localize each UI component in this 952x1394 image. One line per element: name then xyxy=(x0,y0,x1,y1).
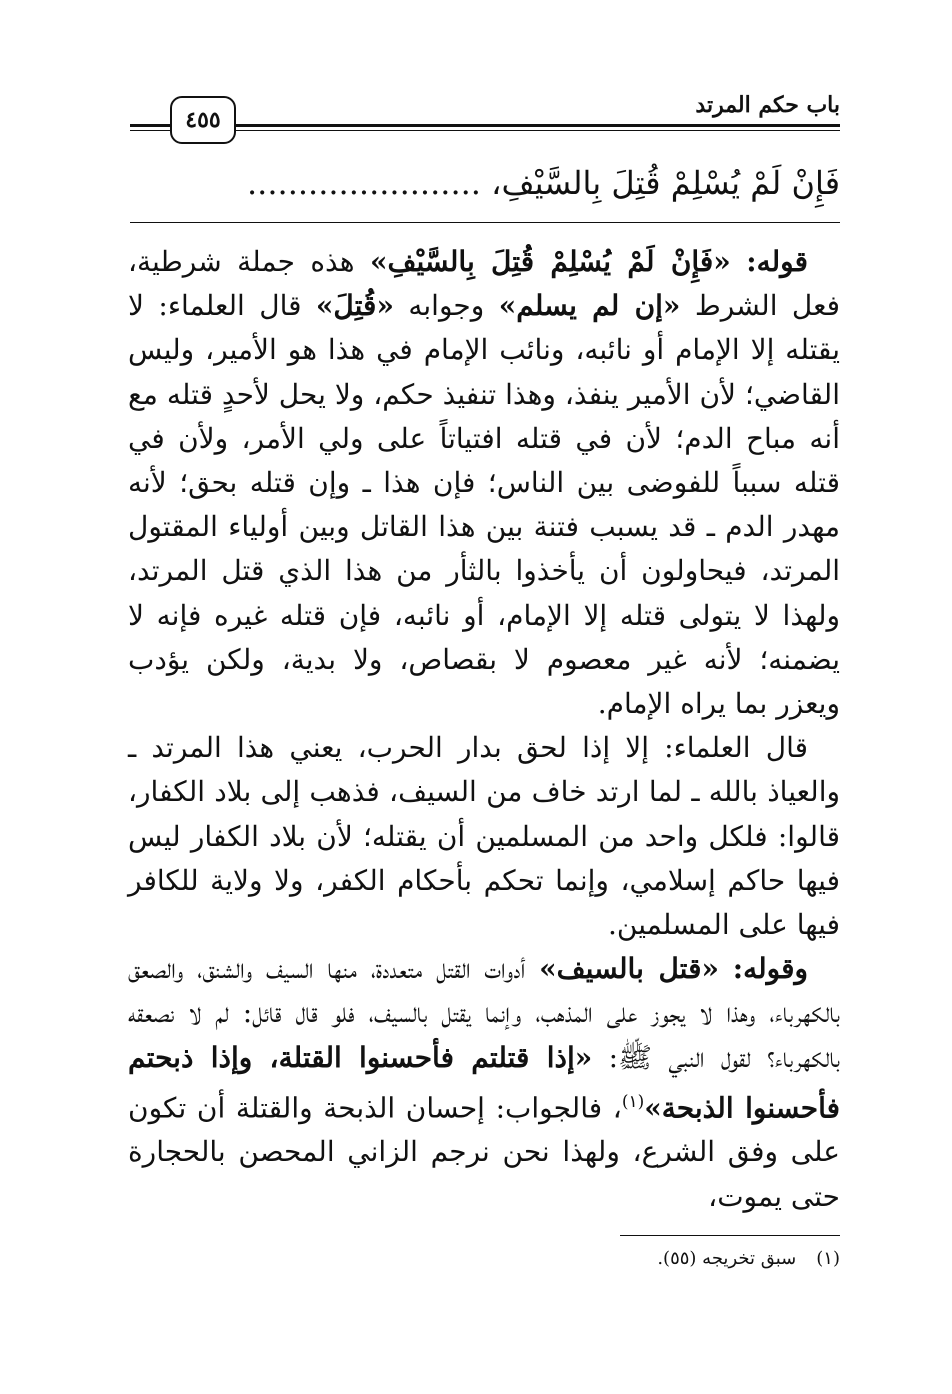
header-rule-thin xyxy=(130,130,840,131)
lead-word: وقوله: xyxy=(732,952,808,986)
text: أدوات القتل متعددة، منها السيف والشنق، والصعق بالكهرباء، وهذا لا يجوز على المذهب، وإنما يقتل بالسيف، فلو قال قائل: لم لا نصعقه بالكهرباء؟ لقول النبي ﷺ: xyxy=(128,952,840,1074)
lead-word: قوله: xyxy=(746,245,808,278)
hadith-quote: «إذا قتلتم فأحسنوا القتلة، وإذا ذبحتم فأحسنوا الذبحة» xyxy=(128,1040,840,1125)
text: وجوابه xyxy=(393,289,499,323)
chapter-title: باب حكم المرتد xyxy=(695,92,840,118)
paragraph-3 xyxy=(128,947,840,1219)
footnote-text: سبق تخريجه (٥٥). xyxy=(657,1248,797,1269)
text: هذه جملة شرطية، فعل الشرط xyxy=(128,245,840,323)
verse-text: فَإِنْ لَمْ يُسْلِمْ قُتِلَ بِالسَّيْفِ، ....................... xyxy=(247,164,840,202)
text: ، فالجواب: إحسان الذبحة والقتلة أن تكون على وفق الشرع، ولهذا نحن نرجم الزاني المحصن بالحجارة حتى يموت، xyxy=(128,1091,840,1213)
quote: «فَإِنْ لَمْ يُسْلِمْ قُتِلَ بِالسَّيْفِ» xyxy=(369,245,731,278)
verse-rule xyxy=(130,222,840,223)
quote: «قُتِلَ» xyxy=(315,289,394,323)
body-text xyxy=(128,240,840,1219)
quote: «إن لم يسلم» xyxy=(498,289,681,323)
paragraph-2: قال العلماء: إلا إذا لحق بدار الحرب، يعني هذا المرتد ـ والعياذ بالله ـ لما ارتد خاف من السيف، فذهب إلى بلاد الكفار، قالوا: فلكل واحد من المسلمين أن يقتله؛ لأن بلاد الكفار ليس فيها حاكم إسلامي، وإنما تحكم بأحكام الكفر، ولا ولاية للكافر فيها على المسلمين. xyxy=(128,731,840,942)
footnote-rule xyxy=(620,1235,840,1236)
footnote xyxy=(130,1245,840,1273)
footnote-number: (١) xyxy=(816,1248,840,1269)
text: قال العلماء: لا يقتله إلا الإمام أو نائبه، ونائب الإمام في هذا هو الأمير، وليس القاضي؛ لأن الأمير ينفذ، وهذا تنفيذ حكم، ولا يحل لأحدٍ قتله مع أنه مباح الدم؛ لأن في قتله افتياتاً على ولي الأمر، ولأن في قتله سبباً للفوضى بين الناس؛ فإن هذا ـ وإن قتله بحق؛ لأنه مهدر الدم ـ قد يسبب فتنة بين هذا القاتل وبين أولياء المقتول المرتد، فيحاولون أن يأخذوا بالثأر من هذا الذي قتل المرتد، ولهذا لا يتولى قتله إلا الإمام، أو نائبه، فإن قتله غيره فإنه لا يضمنه؛ لأنه غير معصوم لا بقصاص، ولا بدية، ولكن يؤدب ويعزر بما يراه الإمام. xyxy=(128,289,840,721)
page-number-badge: ٤٥٥ xyxy=(170,96,236,144)
paragraph-1 xyxy=(128,240,840,726)
header-rule xyxy=(130,124,840,127)
quote: «قتل بالسيف» xyxy=(539,952,719,986)
footnote-ref: (١) xyxy=(621,1091,645,1112)
